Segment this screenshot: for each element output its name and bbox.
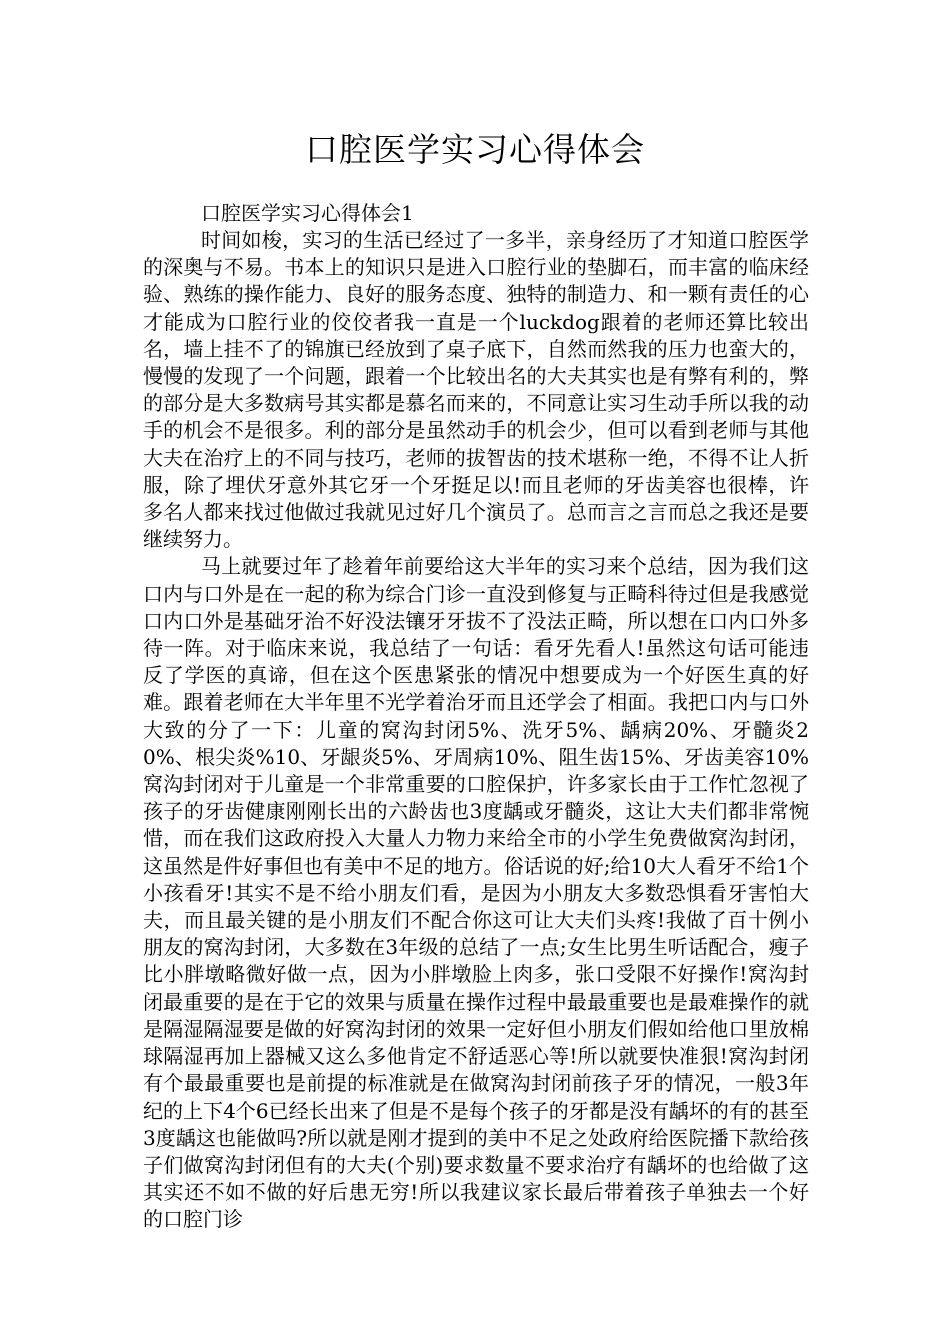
document-body bbox=[143, 200, 809, 1234]
paragraph-2: 马上就要过年了趁着年前要给这大半年的实习来个总结，因为我们这口内与口外是在一起的称为综合门诊一直没到修复与正畸科待过但是我感觉口内口外是基础牙治不好没法镶牙牙拔不了没法正畸，所以想在口内口外多待一阵。对于临床来说，我总结了一句话：看牙先看人!虽然这句话可能违反了学医的真谛，但在这个医患紧张的情况中想要成为一个好医生真的好难。跟着老师在大半年里不光学着治牙而且还学会了相面。我把口内与口外大致的分了一下：儿童的窝沟封闭5%、洗牙5%、龋病20%、牙髓炎20%、根尖炎%10、牙龈炎5%、牙周病10%、阻生齿15%、牙齿美容10%窝沟封闭对于儿童是一个非常重要的口腔保护，许多家长由于工作忙忽视了孩子的牙齿健康刚刚长出的六龄齿也3度龋或牙髓炎，这让大夫们都非常惋惜，而在我们这政府投入大量人力物力来给全市的小学生免费做窝沟封闭，这虽然是件好事但也有美中不足的地方。俗话说的好;给10大人看牙不给1个小孩看牙!其实不是不给小朋友们看，是因为小朋友大多数恐惧看牙害怕大夫，而且最关键的是小朋友们不配合你这可让大夫们头疼!我做了百十例小朋友的窝沟封闭，大多数在3年级的总结了一点;女生比男生听话配合，瘦子比小胖墩略微好做一点，因为小胖墩脸上肉多，张口受限不好操作!窝沟封闭最重要的是在于它的效果与质量在操作过程中最最重要也是最难操作的就是隔湿隔湿要是做的好窝沟封闭的效果一定好但小朋友们假如给他口里放棉球隔湿再加上器械又这么多他肯定不舒适恶心等!所以就要快准狠!窝沟封闭有个最最重要也是前提的标准就是在做窝沟封闭前孩子牙的情况，一般3年纪的上下4个6已经长出来了但是不是每个孩子的牙都是没有龋坏的有的甚至3度龋这也能做吗?所以就是刚才提到的美中不足之处政府给医院播下款给孩子们做窝沟封闭但有的大夫(个别)要求数量不要求治疗有龋坏的也给做了这其实还不如不做的好后患无穷!所以我建议家长最后带着孩子单独去一个好的口腔门诊 bbox=[143, 554, 809, 1232]
paragraph-1: 时间如梭，实习的生活已经过了一多半，亲身经历了才知道口腔医学的深奥与不易。书本上的知识只是进入口腔行业的垫脚石，而丰富的临床经验、熟练的操作能力、良好的服务态度、独特的制造力、和一颗有责任的心才能成为口腔行业的佼佼者我一直是一个luckdog跟着的老师还算比较出名，墙上挂不了的锦旗已经放到了桌子底下，自然而然我的压力也蛮大的，慢慢的发现了一个问题，跟着一个比较出名的大夫其实也是有弊有利的，弊的部分是大多数病号其实都是慕名而来的，不同意让实习生动手所以我的动手的机会不是很多。利的部分是虽然动手的机会少，但可以看到老师与其他大夫在治疗上的不同与技巧，老师的拔智齿的技术堪称一绝，不得不让人折服，除了埋伏牙意外其它牙一个牙挺足以!而且老师的牙齿美容也很棒，许多名人都来找过他做过我就见过好几个演员了。总而言之言而总之我还是要继续努力。 bbox=[143, 228, 809, 552]
section-heading: 口腔医学实习心得体会1 bbox=[201, 201, 414, 225]
document-title: 口腔医学实习心得体会 bbox=[305, 130, 645, 169]
